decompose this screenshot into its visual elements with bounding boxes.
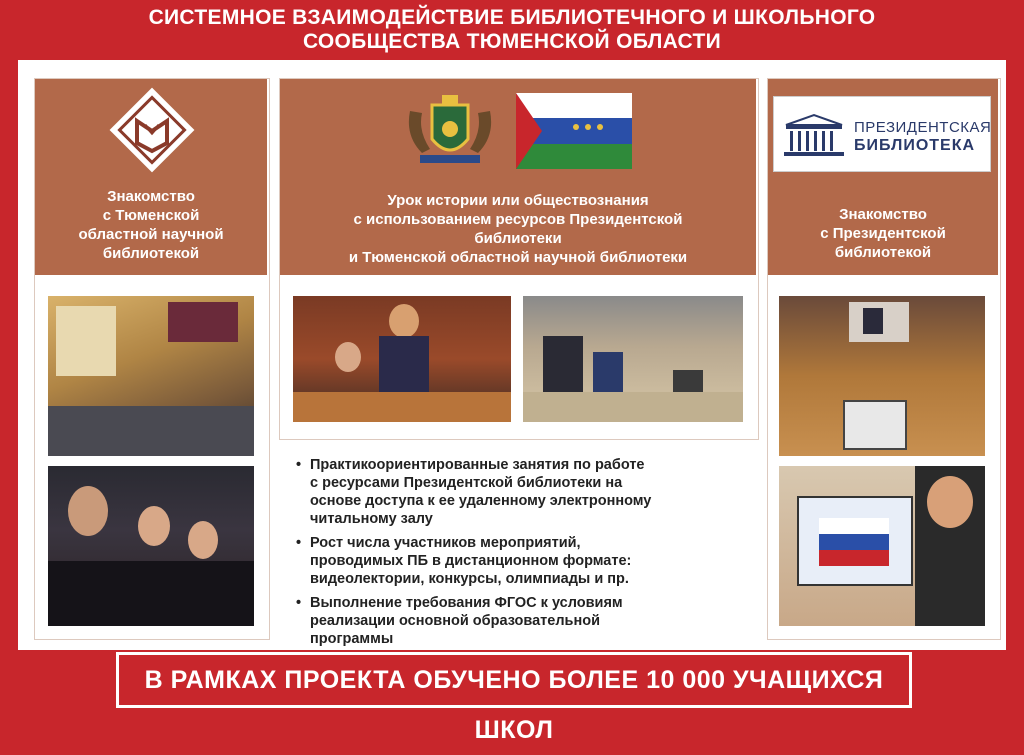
bullet-3-line-3: программы	[310, 631, 394, 647]
title-line-2: СООБЩЕСТВА ТЮМЕНСКОЙ ОБЛАСТИ	[302, 30, 722, 53]
center-header	[280, 79, 756, 275]
bullet-dot-icon: •	[296, 595, 302, 611]
photo-teacher-and-student	[293, 296, 511, 422]
bullet-1-line-1: Практикоориентированные занятия по работе	[310, 457, 645, 473]
bullet-1-line-4: читальному залу	[310, 511, 433, 527]
presidential-library-logo	[773, 96, 991, 172]
tyumen-flag-icon	[516, 93, 632, 169]
bullet-dot-icon: •	[296, 535, 302, 551]
center-caption-4: и Тюменской областной научной библиотеки	[348, 249, 688, 266]
right-caption-3: библиотекой	[834, 244, 932, 261]
center-caption-3: библиотеки	[474, 230, 562, 247]
left-header	[35, 79, 267, 275]
photo-library-hall	[48, 296, 254, 456]
left-caption-2: с Тюменской	[102, 207, 200, 224]
photo-reading-room	[523, 296, 743, 422]
bullet-2-line-1: Рост числа участников мероприятий,	[310, 535, 581, 551]
photo-conference-hall	[779, 296, 985, 456]
bullet-item-1	[296, 456, 736, 528]
right-caption-1: Знакомство	[839, 206, 927, 223]
bullet-dot-icon: •	[296, 457, 302, 473]
tyumen-coat-of-arms-icon	[400, 91, 500, 171]
title-line-1: СИСТЕМНОЕ ВЗАИМОДЕЙСТВИЕ БИБЛИОТЕЧНОГО И ШКОЛЬНОГО	[148, 6, 876, 29]
poster-title	[0, 6, 1024, 54]
photo-students-group	[48, 466, 254, 626]
bullet-3-line-2: реализации основной образовательной	[310, 613, 600, 629]
bullet-list	[296, 456, 736, 654]
logo-line-2: БИБЛИОТЕКА	[854, 137, 976, 154]
regional-library-logo-icon	[107, 85, 197, 175]
bullet-item-2	[296, 534, 736, 588]
bullet-2-line-3: видеолектории, конкурсы, олимпиады и пр.	[310, 571, 629, 587]
bullet-1-line-3: основе доступа к ее удаленному электронному	[310, 493, 652, 509]
logo-line-1: ПРЕЗИДЕНТСКАЯ	[854, 119, 992, 136]
library-building-icon	[782, 111, 846, 161]
left-caption-4: библиотекой	[102, 245, 200, 262]
bottom-banner: В РАМКАХ ПРОЕКТА ОБУЧЕНО БОЛЕЕ 10 000 УЧАЩИХСЯ ШКОЛ	[116, 652, 912, 708]
left-caption-3: областной научной	[78, 226, 224, 243]
bullet-item-3	[296, 594, 736, 648]
right-caption-2: с Президентской	[820, 225, 946, 242]
center-caption-1: Урок истории или обществознания	[387, 192, 649, 209]
center-caption-2: с использованием ресурсов Президентской	[353, 211, 683, 228]
photo-student-with-russian-flag	[779, 466, 985, 626]
left-caption-1: Знакомство	[107, 188, 195, 205]
bullet-2-line-2: проводимых ПБ в дистанционном формате:	[310, 553, 632, 569]
bullet-1-line-2: с ресурсами Президентской библиотеки на	[310, 475, 623, 491]
bullet-3-line-1: Выполнение требования ФГОС к условиям	[310, 595, 623, 611]
